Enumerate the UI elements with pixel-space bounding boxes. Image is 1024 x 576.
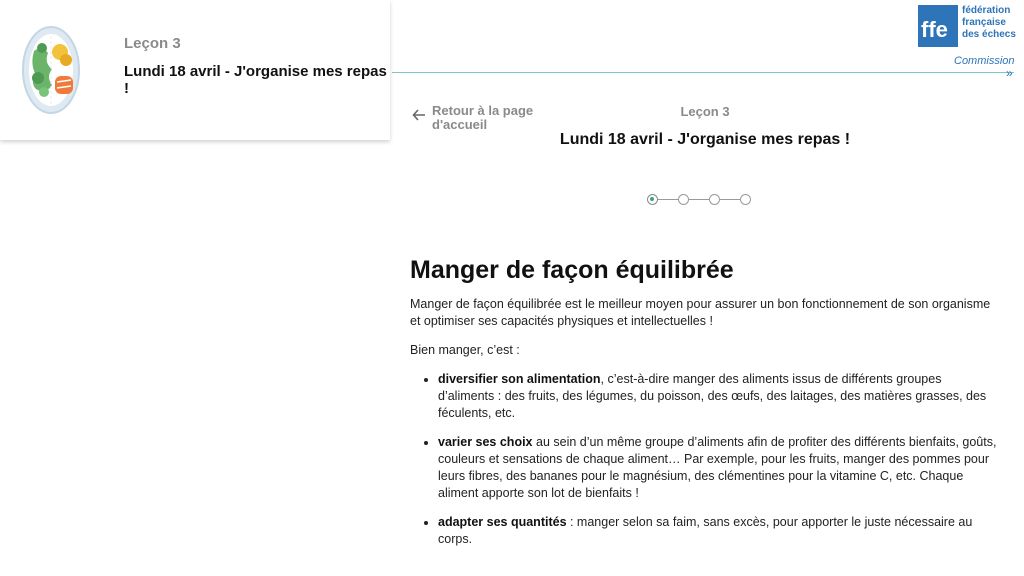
balanced-plate-icon [22, 26, 80, 114]
section-content [410, 296, 1000, 560]
card-lesson-number: Leçon 3 [124, 35, 181, 52]
list-item [438, 434, 1000, 502]
back-link-label: Retour à la page d'accueil [432, 103, 534, 132]
step-1-dot[interactable] [647, 194, 658, 205]
step-3-dot[interactable] [709, 194, 720, 205]
ffe-logo [918, 5, 1018, 53]
advice-list [410, 371, 1000, 548]
back-to-home-link[interactable] [412, 104, 542, 132]
header-divider [392, 72, 1014, 73]
list-item-bold: diversifier son alimentation [438, 372, 601, 386]
lesson-title: Lundi 18 avril - J'organise mes repas ! [559, 131, 851, 148]
commission-link[interactable]: Commission [954, 55, 1015, 67]
step-connector [689, 199, 709, 201]
step-indicator [647, 194, 751, 205]
arrow-left-icon [412, 108, 426, 122]
logo-mark-text: ffe [921, 17, 948, 42]
lead-paragraph: Bien manger, c’est : [410, 343, 520, 357]
list-item-text: au sein d’un même groupe d’aliments afin de profiter des différents bienfaits, goûts, couleurs et sensations de chaque aliment… Par exemple, pour les fruits, manger des pommes pour leurs fibres, des bananes pour le magnésium, des clémentines pour la vitamine C, etc. Chaque aliment apporte son lot de bienfaits ! [438, 435, 997, 500]
logo-wordmark [962, 5, 1022, 41]
list-item-bold: varier ses choix [438, 435, 533, 449]
step-2-dot[interactable] [678, 194, 689, 205]
lesson-number: Leçon 3 [680, 104, 730, 119]
list-item-text: : manger selon sa faim, sans excès, pour apporter le juste nécessaire au corps. [438, 515, 973, 546]
list-item-text: , c’est-à-dire manger des aliments issus de différents groupes d’aliments : des fruits, des légumes, du poisson, des œufs, des laitages, des matières grasses, des féculents, etc. [438, 372, 987, 420]
list-item [438, 371, 1000, 422]
logo-text-line-2: française [962, 17, 1006, 28]
lesson-card[interactable] [0, 0, 390, 140]
lesson-header [540, 104, 870, 150]
ffe-logo-icon [918, 5, 958, 47]
section-title: Manger de façon équilibrée [410, 256, 734, 284]
intro-paragraph: Manger de façon équilibrée est le meilleur moyen pour assurer un bon fonctionnement de son organisme et optimiser ses capacités physiques et intellectuelles ! [410, 297, 991, 328]
list-item [438, 514, 1000, 548]
list-item-bold: adapter ses quantités [438, 515, 567, 529]
logo-text-line-1: fédération [962, 5, 1011, 16]
card-lesson-title: Lundi 18 avril - J'organise mes repas ! [124, 63, 387, 97]
more-chevron[interactable]: » [1006, 66, 1013, 80]
logo-text-line-3: des échecs [962, 29, 1016, 40]
step-connector [658, 199, 678, 201]
step-connector [720, 199, 740, 201]
step-4-dot[interactable] [740, 194, 751, 205]
